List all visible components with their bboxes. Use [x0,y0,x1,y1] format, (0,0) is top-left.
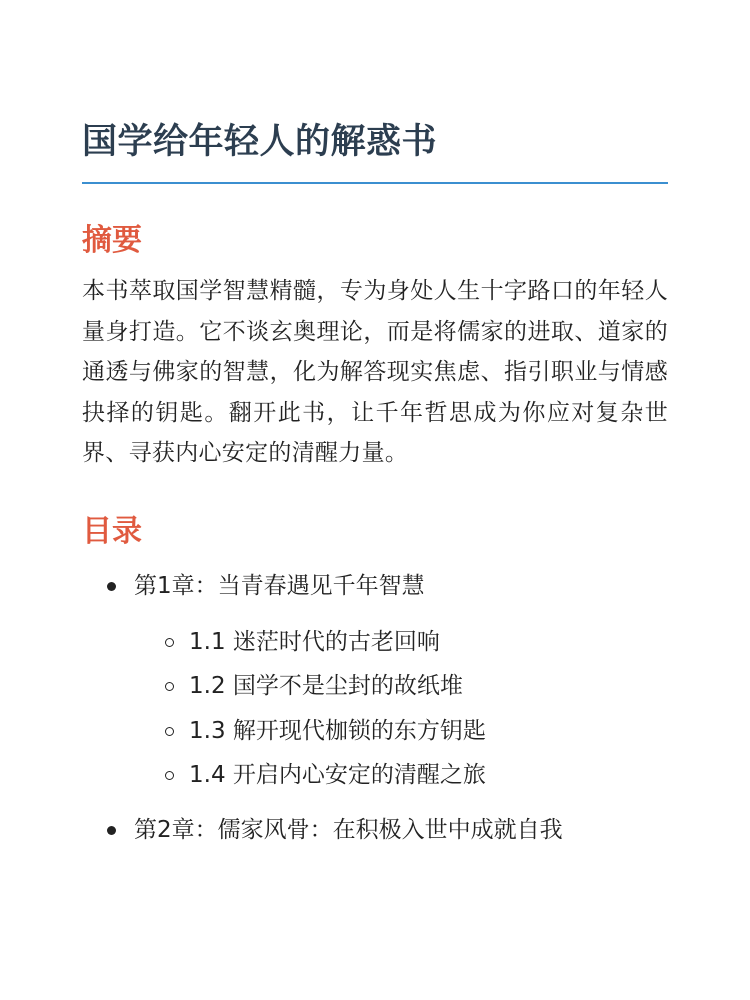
toc-section-label: 1.4 开启内心安定的清醒之旅 [189,762,486,788]
toc-section-1-4[interactable] [189,753,668,798]
toc-section-label: 1.3 解开现代枷锁的东方钥匙 [189,717,486,744]
bullet-circle-icon [165,682,174,691]
toc-chapter-label: 第2章：儒家风骨：在积极入世中成就自我 [134,816,563,843]
toc-heading: 目录 [82,513,142,549]
bullet-disc-icon [107,582,116,591]
bullet-circle-icon [165,727,174,736]
bullet-circle-icon [165,638,174,647]
toc-section-list [134,620,668,798]
toc-chapter-row[interactable] [134,810,668,850]
toc-section-1-1[interactable] [189,620,668,665]
toc-chapter-row[interactable] [134,566,668,606]
abstract-heading: 摘要 [82,223,142,258]
title-divider [82,182,668,184]
document-title: 国学给年轻人的解惑书 [82,122,438,162]
toc-section-label: 1.2 国学不是尘封的故纸堆 [189,673,463,699]
abstract-text: 本书萃取国学智慧精髓，专为身处人生十字路口的年轻人量身打造。它不谈玄奥理论，而是将儒家的进取、道家的通透与佛家的智慧，化为解答现实焦虑、指引职业与情感抉择的钥匙。翻开此书，让千年哲思成为你应对复杂世界、寻获内心安定的清醒力量。 [82,278,668,466]
bullet-disc-icon [107,826,116,835]
toc-chapter-1 [82,566,668,798]
bullet-circle-icon [165,771,174,780]
toc-section-1-2[interactable] [189,664,668,709]
toc-section-label: 1.1 迷茫时代的古老回响 [189,628,440,655]
table-of-contents [82,566,668,850]
toc-chapter-label: 第1章：当青春遇见千年智慧 [134,572,425,599]
document-page [82,0,668,850]
toc-chapter-2 [82,810,668,850]
toc-section-1-3[interactable] [189,709,668,754]
